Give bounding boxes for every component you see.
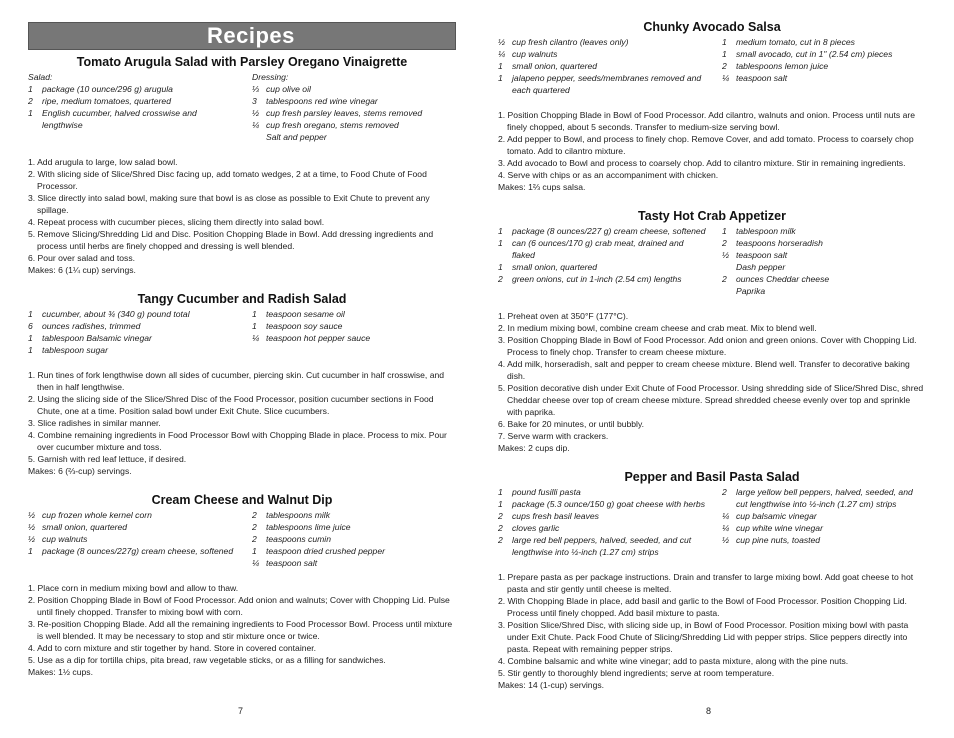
- instructions: [498, 310, 926, 442]
- ingredient-item: [722, 60, 926, 72]
- ingredient-quantity: 2: [722, 487, 727, 497]
- ingredient-text: cup fresh parsley leaves, stems removed: [266, 108, 423, 118]
- ingredient-section-header: Dressing:: [252, 72, 289, 82]
- ingredient-text: cup fresh oregano, stems removed: [266, 120, 399, 130]
- ingredient-text: Paprika: [736, 286, 766, 296]
- recipe-cream-cheese-walnut-dip: [28, 493, 456, 678]
- instruction-step: 3. Position Slice/Shred Disc, with slicing side up, in Bowl of Food Processor. Position mixing bowl with pasta under Exit Chute. Pack Food Chute of Slicing/Shredding Lid with pepper strips. Slice peppers directly into pasta. Repeat with remaining pepper strips.: [498, 620, 909, 654]
- ingredient-quantity: 1: [498, 487, 503, 497]
- instruction-step: 5. Garnish with red leaf lettuce, if desired.: [28, 454, 187, 464]
- ingredient-quantity: 2: [722, 61, 727, 71]
- ingredient-text: package (8 ounces/227 g) cream cheese, softened: [512, 226, 706, 236]
- instruction-step: 6. Bake for 20 minutes, or until bubbly.: [498, 419, 645, 429]
- ingredient-item: [722, 225, 926, 237]
- ingredient-quantity: 2: [722, 238, 727, 248]
- ingredient-column-1: [498, 225, 708, 285]
- ingredient-text: ounces Cheddar cheese: [736, 274, 830, 284]
- ingredients: [28, 71, 456, 143]
- ingredient-quantity: ¼: [252, 120, 260, 130]
- ingredient-item: [28, 509, 238, 521]
- ingredient-text: teaspoons horseradish: [736, 238, 823, 248]
- ingredient-text: jalapeno pepper, seeds/membranes removed and each quartered: [512, 73, 702, 95]
- ingredient-item: [252, 83, 456, 95]
- ingredient-quantity: 2: [252, 510, 257, 520]
- page-number: 8: [706, 706, 712, 716]
- ingredient-quantity: 2: [252, 522, 257, 532]
- ingredient-text: cup pine nuts, toasted: [736, 535, 821, 545]
- ingredient-text: large yellow bell peppers, halved, seeded, and cut lengthwise into ½-inch (1.27 cm) strips: [736, 487, 913, 509]
- ingredients: [498, 36, 926, 96]
- yield: Makes: 2 cups dip.: [498, 443, 570, 453]
- ingredient-quantity: [722, 285, 736, 297]
- ingredient-item: [722, 48, 926, 60]
- ingredient-item: [252, 545, 456, 557]
- ingredient-text: teaspoon salt: [736, 73, 788, 83]
- ingredient-column-1: [28, 509, 238, 557]
- instructions: [28, 156, 456, 264]
- ingredient-item: [498, 60, 708, 72]
- ingredient-text: teaspoon salt: [266, 558, 318, 568]
- ingredient-quantity: 6: [28, 321, 33, 331]
- instruction-step: 4. Serve with chips or as an accompaniment with chicken.: [498, 170, 719, 180]
- ingredient-quantity: ¼: [722, 523, 730, 533]
- instruction-step: 3. Slice radishes in similar manner.: [28, 418, 161, 428]
- ingredient-text: teaspoon hot pepper sauce: [266, 333, 371, 343]
- ingredient-quantity: 2: [498, 523, 503, 533]
- ingredient-quantity: 1: [722, 226, 727, 236]
- ingredient-text: Dash pepper: [736, 262, 786, 272]
- instruction-step: 1. Position Chopping Blade in Bowl of Food Processor. Add cilantro, walnuts and onion. Process until nuts are finely chopped, about 5 seconds. Transfer to medium-size serving bowl.: [498, 110, 916, 132]
- ingredient-quantity: 1: [28, 333, 33, 343]
- instruction-step: 1. Add arugula to large, low salad bowl.: [28, 157, 178, 167]
- instruction-step: 4. Add to corn mixture and stir together by hand. Store in covered container.: [28, 643, 317, 653]
- ingredient-quantity: 1: [252, 546, 257, 556]
- ingredient-quantity: ½: [722, 250, 730, 260]
- ingredient-item: [28, 95, 238, 107]
- ingredient-item: [722, 249, 926, 261]
- ingredient-item: [498, 510, 708, 522]
- ingredient-quantity: 2: [722, 274, 727, 284]
- instruction-step: 4. Combine balsamic and white wine vinegar; add to pasta mixture, along with the pine nuts.: [498, 656, 849, 666]
- instruction-step: 3. Position Chopping Blade in Bowl of Food Processor. Add onion and green onions. Cover with Chopping Lid. Process to finely chop. Transfer to cream cheese mixture.: [498, 335, 917, 357]
- recipe-title: Tasty Hot Crab Appetizer: [638, 209, 786, 223]
- ingredient-item: [498, 237, 708, 261]
- ingredient-text: ounces radishes, trimmed: [42, 321, 141, 331]
- ingredient-item: [252, 107, 456, 119]
- ingredient-column-2: [722, 36, 926, 84]
- ingredient-quantity: 2: [498, 511, 503, 521]
- ingredient-item: [498, 48, 708, 60]
- ingredient-item: [252, 119, 456, 131]
- ingredient-item: [252, 533, 456, 545]
- instructions: [498, 109, 926, 181]
- ingredient-quantity: 1: [28, 84, 33, 94]
- ingredient-item: [722, 285, 926, 297]
- ingredient-quantity: 1: [498, 61, 503, 71]
- ingredient-quantity: ¼: [722, 73, 730, 83]
- ingredient-quantity: 1: [28, 108, 33, 118]
- recipe-tangy-cucumber-radish-salad: [28, 292, 456, 477]
- instruction-step: 1. Run tines of fork lengthwise down all sides of cucumber, piercing skin. Cut cucumber in half crosswise, and then in half lengthwise.: [28, 370, 445, 392]
- ingredient-quantity: 1: [28, 309, 33, 319]
- ingredient-column-1: [498, 486, 708, 558]
- recipe-title: Tomato Arugula Salad with Parsley Oregano Vinaigrette: [76, 55, 408, 69]
- ingredient-text: tablespoon sugar: [42, 345, 108, 355]
- instruction-step: 5. Remove Slicing/Shredding Lid and Disc. Position Chopping Blade in Bowl. Add dressing ingredients and process until herbs are finely chopped and dressing is well blended.: [28, 229, 434, 251]
- ingredient-item: [28, 344, 238, 356]
- ingredient-quantity: ½: [28, 510, 36, 520]
- recipe-tasty-hot-crab-appetizer: [498, 209, 926, 454]
- ingredient-quantity: 1: [498, 262, 503, 272]
- instruction-step: 2. With slicing side of Slice/Shred Disc facing up, add tomato wedges, 2 at a time, to Food Chute of Food Processor.: [28, 169, 427, 191]
- instruction-step: 1. Place corn in medium mixing bowl and allow to thaw.: [28, 583, 239, 593]
- ingredient-item: [722, 522, 926, 534]
- page-number: 7: [238, 706, 244, 716]
- ingredient-item: [498, 261, 708, 273]
- ingredient-quantity: ½: [28, 534, 36, 544]
- ingredient-quantity: 1: [498, 238, 503, 248]
- ingredient-item: [252, 332, 456, 344]
- ingredient-quantity: 1: [498, 226, 503, 236]
- ingredients: [28, 509, 456, 569]
- recipe-title: Chunky Avocado Salsa: [643, 20, 781, 34]
- ingredient-item: [252, 308, 456, 320]
- instruction-step: 3. Re-position Chopping Blade. Add all the remaining ingredients to Food Processor Bowl. Process until mixture is well blended. It may be necessary to stop and stir mixture once or twice.: [28, 619, 453, 641]
- ingredient-quantity: 1: [252, 309, 257, 319]
- ingredient-item: [498, 522, 708, 534]
- ingredient-text: package (5.3 ounce/150 g) goat cheese with herbs: [512, 499, 706, 509]
- ingredient-quantity: 2: [28, 96, 33, 106]
- ingredient-text: tablespoons lime juice: [266, 522, 351, 532]
- ingredient-item: [252, 320, 456, 332]
- ingredient-quantity: ¼: [252, 333, 260, 343]
- instruction-step: 2. In medium mixing bowl, combine cream cheese and crab meat. Mix to blend well.: [498, 323, 817, 333]
- recipe-tomato-arugula-salad: [28, 55, 456, 276]
- instruction-step: 2. Add pepper to Bowl, and process to finely chop. Remove Cover, and add tomato. Process to coarsely chop tomato. Add to cilantro mixture.: [498, 134, 914, 156]
- ingredient-text: teaspoon dried crushed pepper: [266, 546, 385, 556]
- recipe-title: Pepper and Basil Pasta Salad: [624, 470, 800, 484]
- ingredient-item: [28, 107, 238, 131]
- instruction-step: 5. Use as a dip for tortilla chips, pita bread, raw vegetable sticks, or as a filling for sandwiches.: [28, 655, 386, 665]
- ingredient-quantity: 1: [252, 321, 257, 331]
- instructions: [28, 369, 456, 465]
- ingredient-text: package (8 ounces/227g) cream cheese, softened: [42, 546, 234, 556]
- ingredient-item: [722, 273, 926, 285]
- ingredient-quantity: 2: [252, 534, 257, 544]
- ingredient-text: cloves garlic: [512, 523, 560, 533]
- ingredient-item: [28, 521, 238, 533]
- ingredient-quantity: ¼: [498, 49, 506, 59]
- instruction-step: 1. Prepare pasta as per package instructions. Drain and transfer to large mixing bowl. Add goat cheese to hot pasta and stir gently until cheese is melted.: [498, 572, 914, 594]
- ingredient-text: package (10 ounce/296 g) arugula: [42, 84, 173, 94]
- ingredient-text: can (6 ounces/170 g) crab meat, drained and flaked: [512, 238, 684, 260]
- ingredient-quantity: 1: [722, 49, 727, 59]
- yield: Makes: 6 (1¼ cup) servings.: [28, 265, 136, 275]
- banner-title: Recipes: [207, 23, 295, 48]
- ingredients: [498, 225, 926, 297]
- recipe-pepper-basil-pasta-salad: [498, 470, 926, 691]
- ingredient-item: [252, 95, 456, 107]
- ingredient-text: cup fresh cilantro (leaves only): [512, 37, 629, 47]
- ingredient-text: Salt and pepper: [266, 132, 327, 142]
- ingredient-quantity: ½: [252, 108, 260, 118]
- ingredient-item: [722, 534, 926, 546]
- ingredient-text: tablespoons red wine vinegar: [266, 96, 378, 106]
- ingredient-item: [498, 225, 708, 237]
- ingredient-text: cups fresh basil leaves: [512, 511, 599, 521]
- ingredient-quantity: ⅓: [252, 84, 260, 94]
- ingredient-text: small onion, quartered: [512, 61, 598, 71]
- ingredient-item: [722, 72, 926, 84]
- ingredient-item: [498, 534, 708, 558]
- ingredient-item: [252, 557, 456, 569]
- ingredient-quantity: [252, 131, 266, 143]
- ingredient-text: small onion, quartered: [512, 262, 598, 272]
- ingredient-column-2: [252, 308, 456, 344]
- ingredient-quantity: 1: [28, 345, 33, 355]
- ingredient-quantity: 1: [28, 546, 33, 556]
- ingredient-quantity: ½: [722, 535, 730, 545]
- ingredient-item: [498, 273, 708, 285]
- instructions: [28, 582, 456, 666]
- ingredients: [28, 308, 456, 356]
- ingredient-column-2: [722, 225, 926, 297]
- ingredient-text: tablespoons milk: [266, 510, 331, 520]
- ingredient-column-2: [252, 71, 456, 143]
- ingredient-text: cup olive oil: [266, 84, 311, 94]
- ingredient-text: green onions, cut in 1-inch (2.54 cm) lengths: [512, 274, 682, 284]
- recipes-banner: [28, 22, 456, 50]
- ingredient-text: cup frozen whole kernel corn: [42, 510, 152, 520]
- ingredient-quantity: 1: [498, 499, 503, 509]
- instruction-step: 2. Position Chopping Blade in Bowl of Food Processor. Add onion and walnuts; Cover with Chopping Lid. Pulse until finely chopped. Transfer to mixing bowl with corn.: [28, 595, 450, 617]
- ingredient-column-2: [252, 509, 456, 569]
- instruction-step: 4. Repeat process with cucumber pieces, slicing them directly into salad bowl.: [28, 217, 325, 227]
- ingredient-item: [252, 521, 456, 533]
- instruction-step: 3. Slice directly into salad bowl, making sure that bowl is as close as possible to Exit Chute to prevent any spillage.: [28, 193, 430, 215]
- ingredient-item: [722, 486, 926, 510]
- instructions: [498, 571, 926, 679]
- instruction-step: 5. Stir gently to thoroughly blend ingredients; serve at room temperature.: [498, 668, 775, 678]
- ingredient-text: cucumber, about ¾ (340 g) pound total: [42, 309, 190, 319]
- ingredient-text: cup balsamic vinegar: [736, 511, 817, 521]
- ingredient-text: pound fusilli pasta: [512, 487, 581, 497]
- recipe-chunky-avocado-salsa: [498, 20, 926, 193]
- instruction-step: 4. Combine remaining ingredients in Food Processor Bowl with Chopping Blade in place. Process to mix. Pour over cucumber mixture and toss.: [28, 430, 447, 452]
- instruction-step: 2. With Chopping Blade in place, add basil and garlic to the Bowl of Food Processor. Position Chopping Lid. Process until finely chopped. Add basil mixture to pasta.: [498, 596, 907, 618]
- ingredient-text: teaspoons cumin: [266, 534, 331, 544]
- ingredient-quantity: ½: [28, 522, 36, 532]
- ingredient-text: English cucumber, halved crosswise and lengthwise: [42, 108, 197, 130]
- yield: Makes: 14 (1-cup) servings.: [498, 680, 605, 690]
- ingredient-item: [28, 533, 238, 545]
- ingredient-quantity: 2: [498, 535, 503, 545]
- ingredient-item: [28, 308, 238, 320]
- ingredient-column-2: [722, 486, 926, 546]
- ingredient-text: cup walnuts: [42, 534, 88, 544]
- ingredient-text: medium tomato, cut in 8 pieces: [736, 37, 855, 47]
- ingredient-item: [28, 83, 238, 95]
- ingredient-item: [498, 36, 708, 48]
- ingredient-section-header: Salad:: [28, 72, 53, 82]
- ingredient-item: [28, 320, 238, 332]
- ingredient-text: ripe, medium tomatoes, quartered: [42, 96, 171, 106]
- ingredient-text: large red bell peppers, halved, seeded, and cut lengthwise into ½-inch (1.27 cm) strips: [512, 535, 692, 557]
- yield: Makes: 1½ cups.: [28, 667, 93, 677]
- ingredients: [498, 486, 926, 558]
- ingredient-quantity: ¼: [722, 511, 730, 521]
- ingredient-text: cup walnuts: [512, 49, 558, 59]
- ingredient-quantity: [722, 261, 736, 273]
- ingredient-text: small onion, quartered: [42, 522, 128, 532]
- ingredient-text: teaspoon sesame oil: [266, 309, 345, 319]
- recipe-title: Cream Cheese and Walnut Dip: [151, 493, 333, 507]
- ingredient-item: [722, 36, 926, 48]
- ingredient-text: tablespoon Balsamic vinegar: [42, 333, 152, 343]
- ingredient-column-1: [28, 71, 238, 131]
- ingredient-quantity: 2: [498, 274, 503, 284]
- ingredient-text: cup white wine vinegar: [736, 523, 823, 533]
- ingredient-text: tablespoons lemon juice: [736, 61, 829, 71]
- instruction-step: 5. Position decorative dish under Exit Chute of Food Processor. Using shredding side of Slice/Shred Disc, shred Cheddar cheese over top of cream cheese mixture. Spread shredded cheese evenly over top and sprinkle with paprika.: [498, 383, 924, 417]
- ingredient-text: small avocado, cut in 1" (2.54 cm) pieces: [736, 49, 893, 59]
- ingredient-column-1: [498, 36, 708, 96]
- ingredient-item: [722, 261, 926, 273]
- ingredient-item: [498, 498, 708, 510]
- instruction-step: 6. Pour over salad and toss.: [28, 253, 136, 263]
- ingredient-item: [498, 486, 708, 498]
- ingredient-quantity: 3: [252, 96, 257, 106]
- ingredient-quantity: 1: [722, 37, 727, 47]
- yield: Makes: 6 (⅔-cup) servings.: [28, 466, 132, 476]
- instruction-step: 3. Add avocado to Bowl and process to coarsely chop. Add to cilantro mixture. Stir in remaining ingredients.: [498, 158, 906, 168]
- ingredient-quantity: ¼: [252, 558, 260, 568]
- ingredient-item: [722, 510, 926, 522]
- instruction-step: 4. Add milk, horseradish, salt and pepper to cream cheese mixture. Blend well. Transfer to decorative baking dish.: [498, 359, 910, 381]
- ingredient-item: [252, 509, 456, 521]
- ingredient-text: teaspoon salt: [736, 250, 788, 260]
- recipe-title: Tangy Cucumber and Radish Salad: [137, 292, 347, 306]
- instruction-step: 1. Preheat oven at 350°F (177°C).: [498, 311, 629, 321]
- ingredient-item: [498, 72, 708, 96]
- instruction-step: 2. Using the slicing side of the Slice/Shred Disc of the Food Processor, position cucumber sections in Food Chute, one at a time. Position salad bowl under Exit Chute. Slice cucumbers.: [28, 394, 434, 416]
- ingredient-text: teaspoon soy sauce: [266, 321, 343, 331]
- ingredient-item: [28, 545, 238, 557]
- ingredient-text: tablespoon milk: [736, 226, 796, 236]
- ingredient-item: [252, 131, 456, 143]
- yield: Makes: 1⅔ cups salsa.: [498, 182, 586, 192]
- ingredient-quantity: 1: [498, 73, 503, 83]
- ingredient-item: [722, 237, 926, 249]
- instruction-step: 7. Serve warm with crackers.: [498, 431, 609, 441]
- ingredient-column-1: [28, 308, 238, 356]
- ingredient-item: [28, 332, 238, 344]
- ingredient-quantity: ½: [498, 37, 506, 47]
